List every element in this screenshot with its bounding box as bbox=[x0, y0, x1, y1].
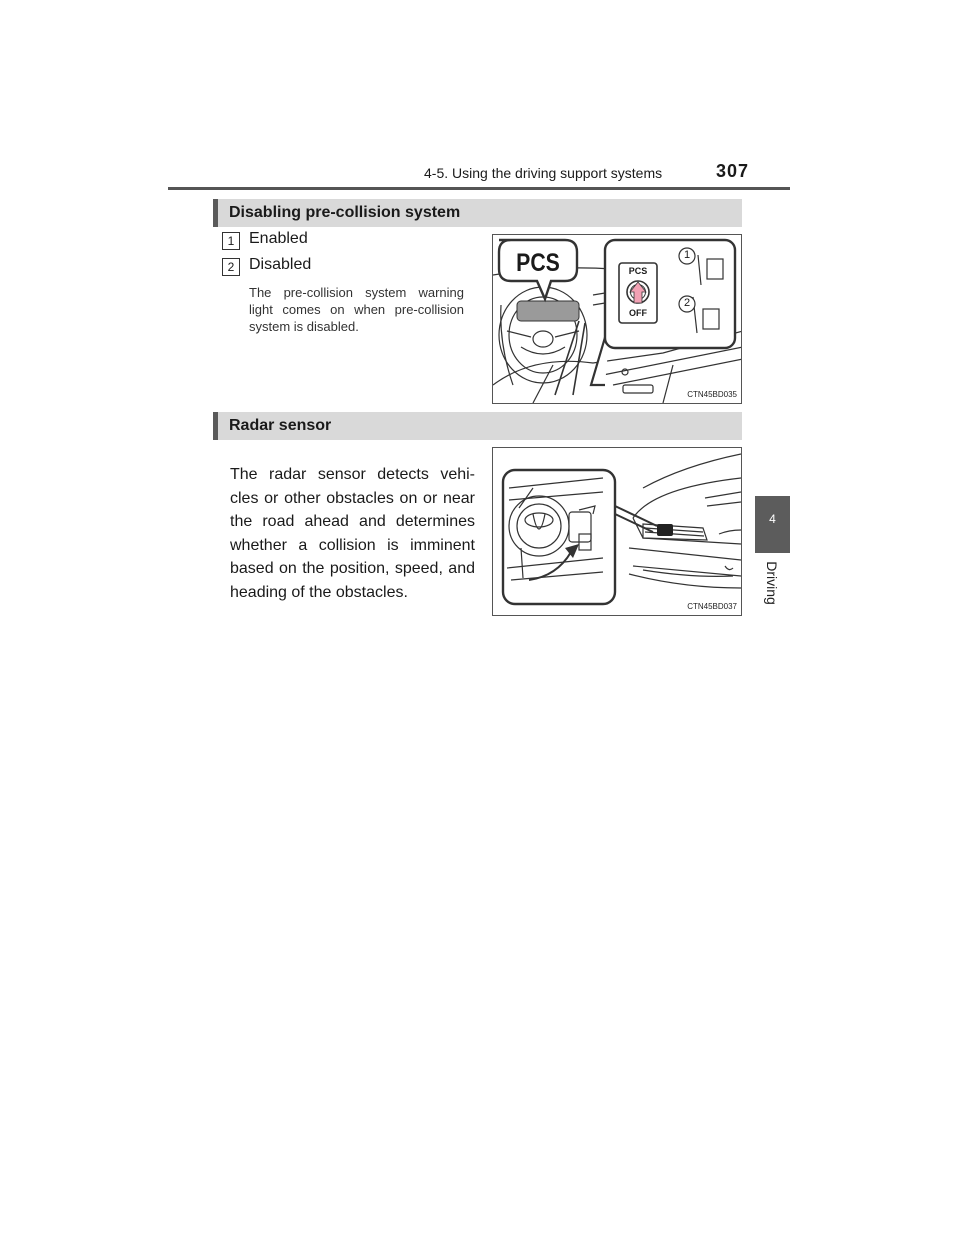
section-heading-radar-sensor bbox=[213, 412, 742, 440]
switch-label-pcs: PCS bbox=[628, 266, 648, 276]
pointer-arrow-icon bbox=[565, 544, 579, 558]
section-heading-disabling-pcs bbox=[213, 199, 742, 227]
instrument-cluster-highlight bbox=[517, 301, 579, 321]
step-number: 2 bbox=[222, 258, 240, 276]
vehicle-lines bbox=[507, 454, 741, 588]
step-label: Disabled bbox=[249, 256, 312, 273]
header-section-title: 4-5. Using the driving support systems bbox=[424, 165, 663, 181]
figure-code: CTN45BD037 bbox=[687, 602, 737, 611]
chapter-tab-number: 4 bbox=[755, 496, 790, 553]
marker-2: 2 bbox=[683, 297, 691, 309]
pcs-callout-label: PCS bbox=[516, 249, 560, 277]
radar-sensor-location bbox=[657, 524, 673, 536]
page-number: 307 bbox=[716, 161, 750, 181]
radar-sensor-illustration bbox=[492, 447, 742, 616]
chapter-tab-label: Driving bbox=[764, 561, 780, 605]
disabled-note: The pre-collision system warning light comes on when pre-collision system is disabled. bbox=[249, 285, 464, 334]
section-heading-title: Radar sensor bbox=[229, 417, 332, 434]
pcs-switch-illustration bbox=[492, 234, 742, 404]
emblem-outer bbox=[509, 496, 569, 556]
header-divider bbox=[168, 187, 790, 190]
section-heading-accent bbox=[213, 199, 218, 227]
section-heading-title: Disabling pre-collision system bbox=[229, 204, 461, 221]
radar-sensor-description: The radar sensor detects vehi-cles or other obstacles on or near the road ahead and determines whether a collision is imminent based on the position, speed, and heading of the obstacles. bbox=[230, 466, 475, 601]
vehicle-front-drawing bbox=[493, 448, 742, 616]
section-heading-accent bbox=[213, 412, 218, 440]
step-label: Enabled bbox=[249, 230, 308, 247]
figure-code: CTN45BD035 bbox=[687, 390, 737, 399]
step-number: 1 bbox=[222, 232, 240, 250]
marker-1: 1 bbox=[683, 249, 691, 261]
switch-label-off: OFF bbox=[629, 308, 647, 318]
